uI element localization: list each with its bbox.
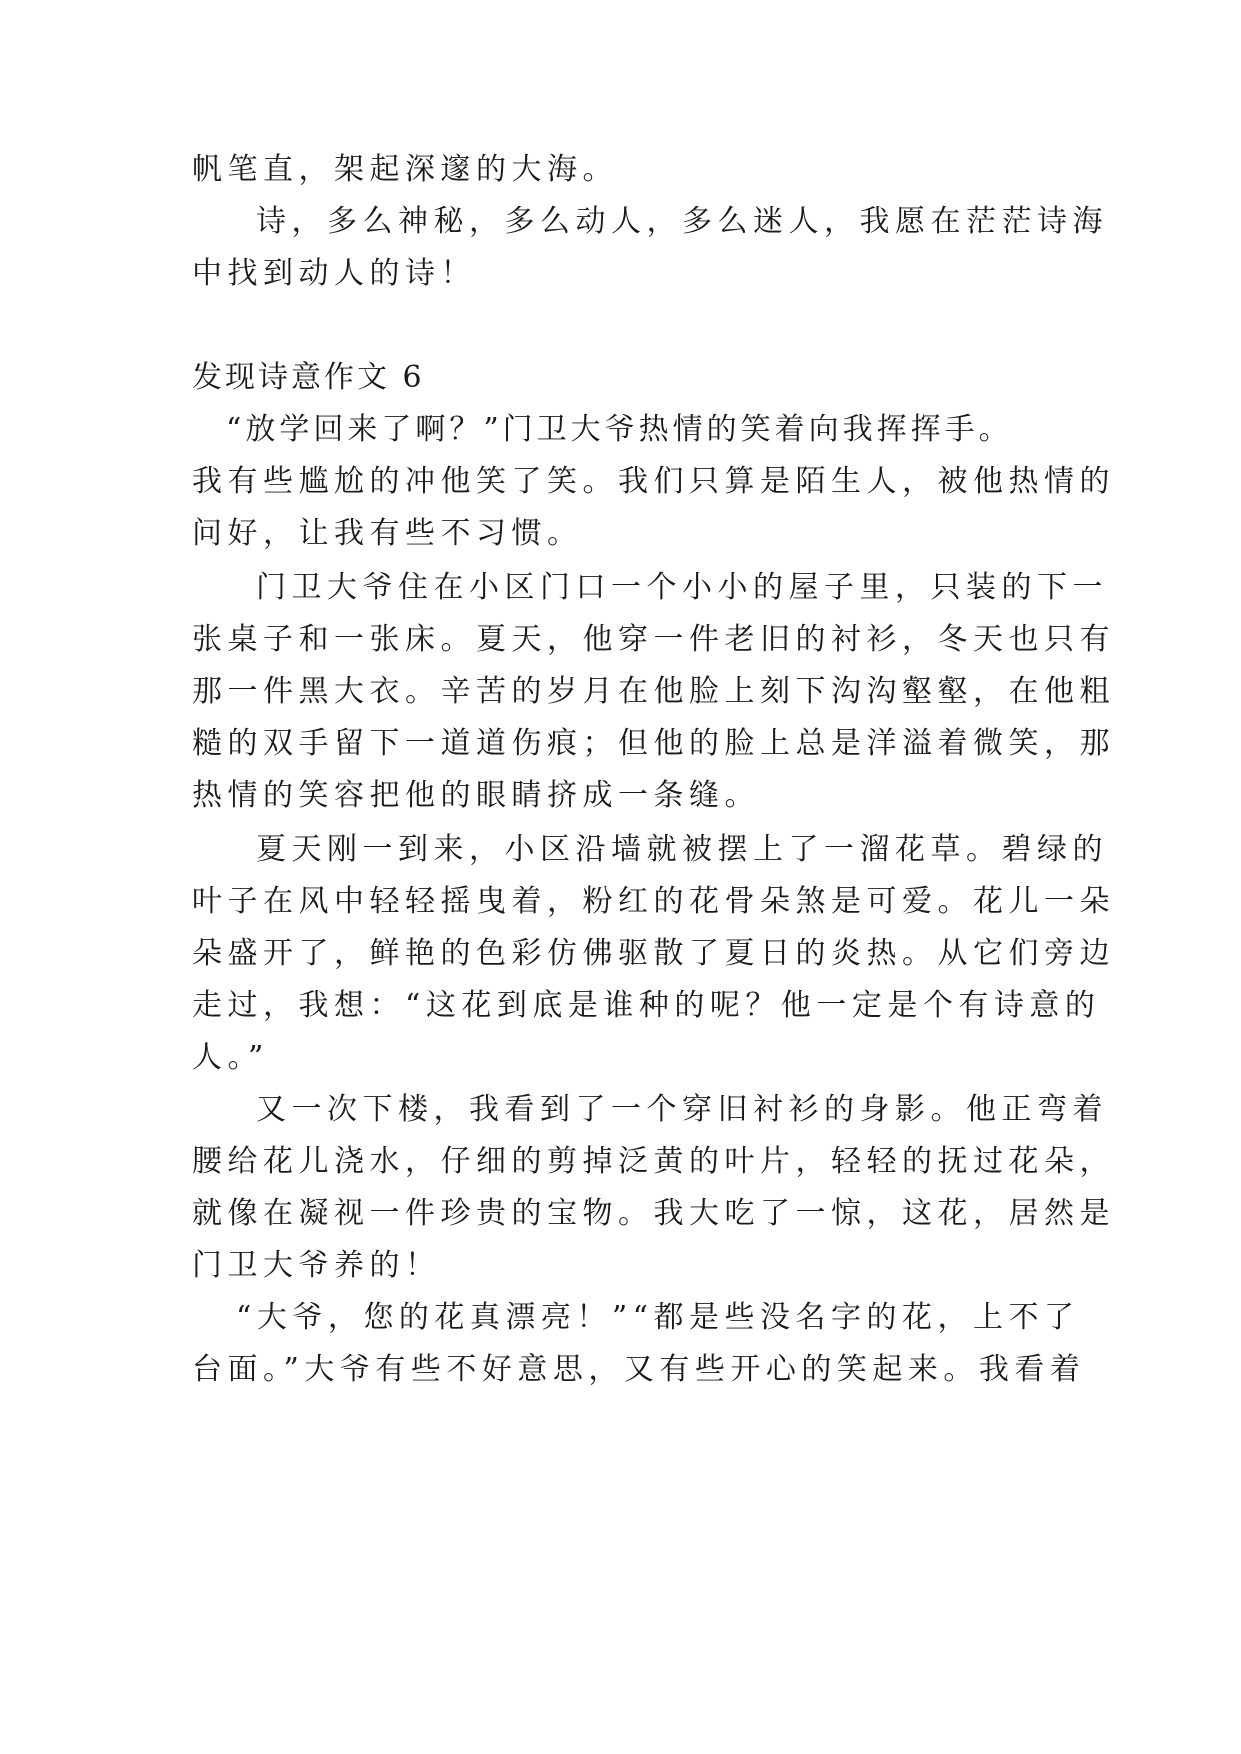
text-line: 我有些尴尬的冲他笑了笑。我们只算是陌生人，被他热情的 — [192, 464, 1115, 499]
text-line: 门卫大爷养的！ — [192, 1248, 441, 1283]
paragraph-start: “大爷，您的花真漂亮！”“都是些没名字的花，上不了 — [236, 1300, 1080, 1335]
text-line: 朵盛开了，鲜艳的色彩仿佛驱散了夏日的炎热。从它们旁边 — [192, 936, 1115, 971]
text-line: 人。” — [192, 1040, 269, 1075]
text-line: 台面。”大爷有些不好意思，又有些开心的笑起来。我看着 — [192, 1352, 1086, 1387]
paragraph-start: 夏天刚一到来，小区沿墙就被摆上了一溜花草。碧绿的 — [256, 832, 1108, 867]
text-line: 问好，让我有些不习惯。 — [192, 516, 583, 551]
text-line: 糙的双手留下一道道伤痕；但他的脸上总是洋溢着微笑，那 — [192, 726, 1115, 761]
text-line: 腰给花儿浇水，仔细的剪掉泛黄的叶片，轻轻的抚过花朵， — [192, 1144, 1115, 1179]
paragraph-start: 门卫大爷住在小区门口一个小小的屋子里，只装的下一 — [256, 570, 1108, 605]
text-line: 走过，我想：“这花到底是谁种的呢？他一定是个有诗意的 — [192, 988, 1101, 1023]
text-line-3: 中找到动人的诗！ — [192, 256, 476, 291]
text-line: 那一件黑大衣。辛苦的岁月在他脸上刻下沟沟壑壑，在他粗 — [192, 674, 1115, 709]
paragraph-start: “放学回来了啊？”门卫大爷热情的笑着向我挥挥手。 — [226, 412, 1013, 447]
paragraph-start: 诗，多么神秘，多么动人，多么迷人，我愿在茫茫诗海 — [256, 204, 1108, 239]
text-line-1: 帆笔直，架起深邃的大海。 — [192, 152, 618, 187]
text-line: 张桌子和一张床。夏天，他穿一件老旧的衬衫，冬天也只有 — [192, 622, 1115, 657]
text-line: 热情的笑容把他的眼睛挤成一条缝。 — [192, 778, 760, 813]
text-line: 叶子在风中轻轻摇曳着，粉红的花骨朵煞是可爱。花儿一朵 — [192, 884, 1115, 919]
paragraph-start: 又一次下楼，我看到了一个穿旧衬衫的身影。他正弯着 — [256, 1092, 1108, 1127]
section-heading: 发现诗意作文 6 — [192, 360, 425, 395]
text-line: 就像在凝视一件珍贵的宝物。我大吃了一惊，这花，居然是 — [192, 1196, 1115, 1231]
